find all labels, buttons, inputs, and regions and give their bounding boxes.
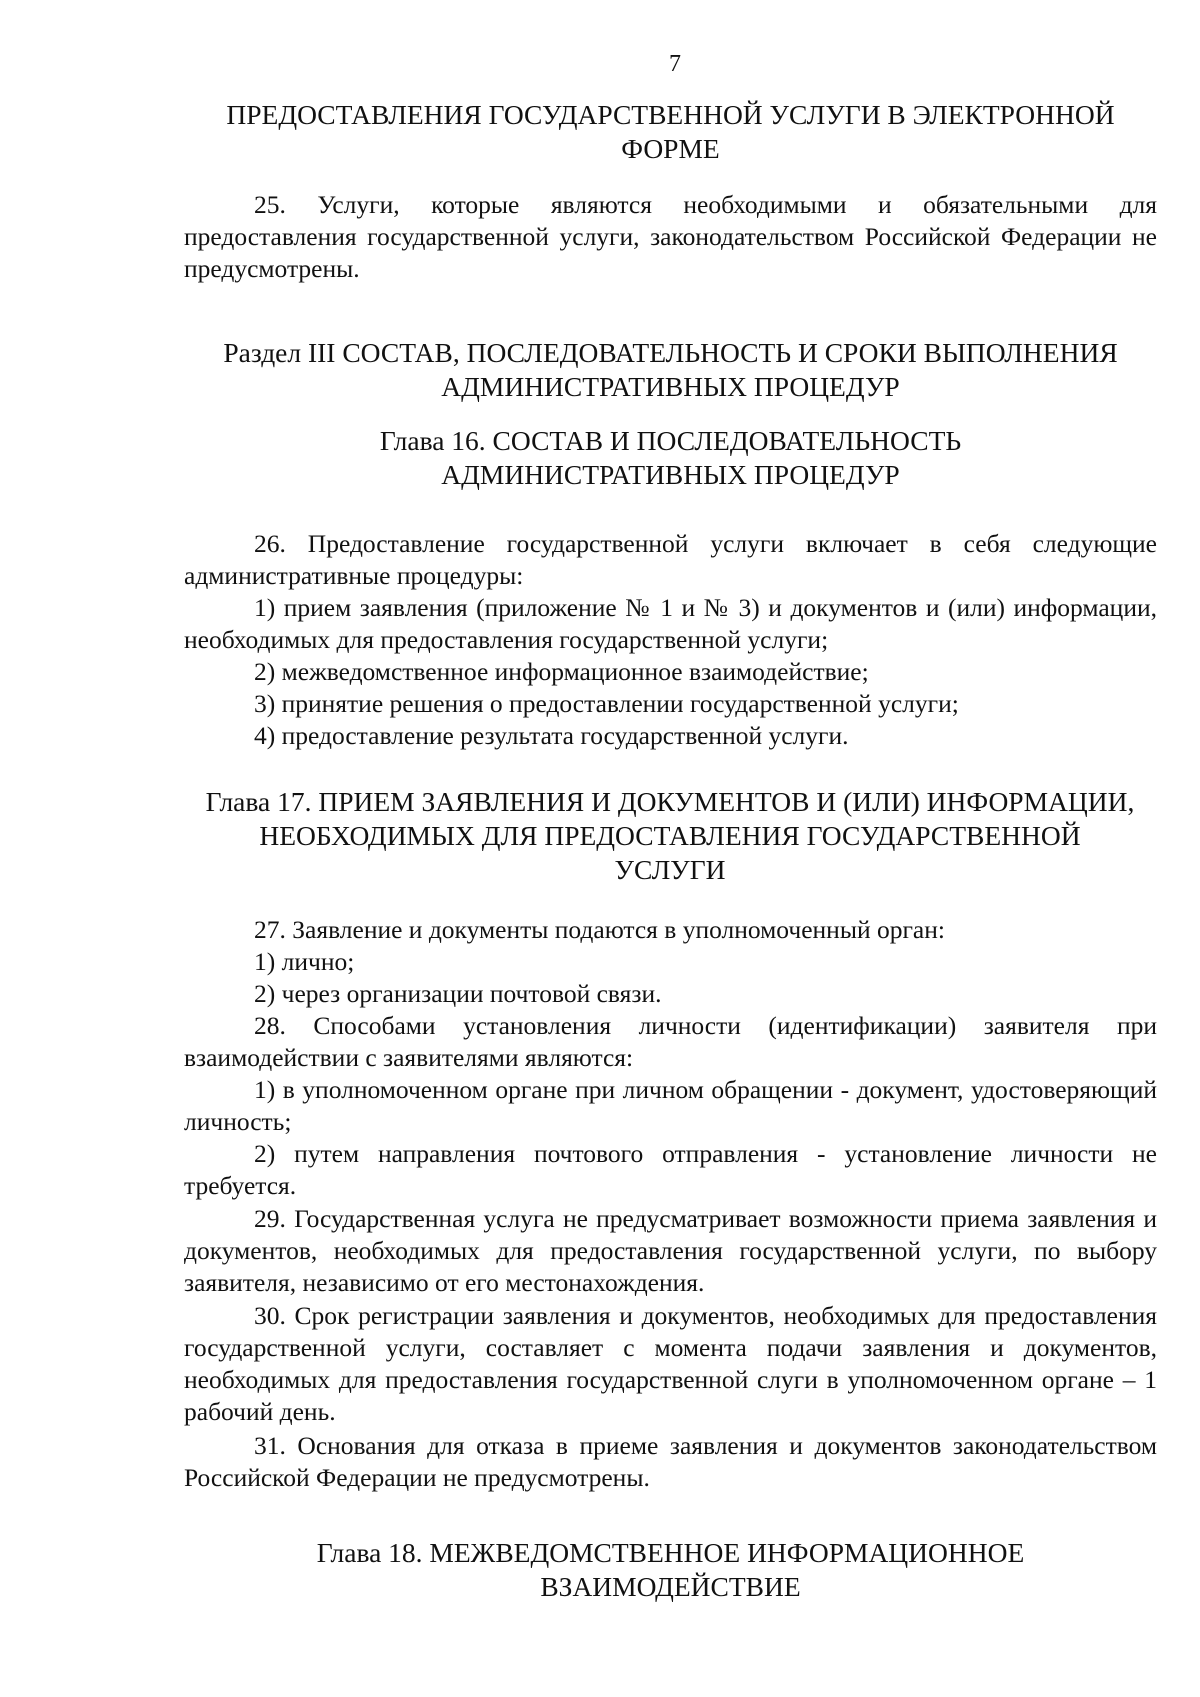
paragraph-26-item-1: 1) прием заявления (приложение № 1 и № 3) и документов и (или) информации, необходимых для предоставления государственной услуги; [184,593,1157,654]
paragraph-28: 28. Способами установления личности (идентификации) заявителя при взаимодействии с заявителями являются: [184,1011,1157,1072]
glava-18-heading-line1: Глава 18. МЕЖВЕДОМСТВЕННОЕ ИНФОРМАЦИОННОЕ [316,1537,1025,1568]
section-heading-top-line2: ФОРМЕ [621,133,720,164]
paragraph-25: 25. Услуги, которые являются необходимыми и обязательными для предоставления государственной услуги, законодательством Российской Федерации не предусмотрены. [184,190,1157,283]
section-heading-top-line1: ПРЕДОСТАВЛЕНИЯ ГОСУДАРСТВЕННОЙ УСЛУГИ В ЭЛЕКТРОННОЙ [226,99,1115,130]
paragraph-27: 27. Заявление и документы подаются в уполномоченный орган: [254,915,945,944]
glava-17-heading-line3: УСЛУГИ [614,854,726,885]
paragraph-27-item-1: 1) лично; [254,947,355,976]
razdel-3-heading-line2: АДМИНИСТРАТИВНЫХ ПРОЦЕДУР [441,371,900,402]
glava-18-heading [184,1536,1157,1604]
glava-16-heading-line1: Глава 16. СОСТАВ И ПОСЛЕДОВАТЕЛЬНОСТЬ [379,425,962,456]
paragraph-31: 31. Основания для отказа в приеме заявления и документов законодательством Российской Федерации не предусмотрены. [184,1431,1157,1492]
paragraph-28-item-2: 2) путем направления почтового отправления - установление личности не требуется. [184,1139,1157,1200]
razdel-3-heading-line1: Раздел III СОСТАВ, ПОСЛЕДОВАТЕЛЬНОСТЬ И СРОКИ ВЫПОЛНЕНИЯ [223,337,1118,368]
paragraph-26-item-2: 2) межведомственное информационное взаимодействие; [254,657,869,686]
glava-18-heading-line2: ВЗАИМОДЕЙСТВИЕ [540,1571,801,1602]
glava-17-heading-line2: НЕОБХОДИМЫХ ДЛЯ ПРЕДОСТАВЛЕНИЯ ГОСУДАРСТВЕННОЙ [259,820,1081,851]
paragraph-27-item-2: 2) через организации почтовой связи. [254,979,662,1008]
glava-16-heading-line2: АДМИНИСТРАТИВНЫХ ПРОЦЕДУР [441,459,900,490]
razdel-3-heading [184,336,1157,404]
page-number: 7 [669,51,681,77]
glava-17-heading-line1: Глава 17. ПРИЕМ ЗАЯВЛЕНИЯ И ДОКУМЕНТОВ И (ИЛИ) ИНФОРМАЦИИ, [205,786,1135,817]
section-heading-top [184,98,1157,166]
glava-17-heading [140,785,1200,887]
paragraph-26: 26. Предоставление государственной услуги включает в себя следующие административные процедуры: [184,529,1157,590]
paragraph-29: 29. Государственная услуга не предусматривает возможности приема заявления и документов, необходимых для предоставления государственной услуги, по выбору заявителя, независимо от его местонахождения. [184,1204,1157,1297]
glava-16-heading [184,424,1157,492]
paragraph-30: 30. Срок регистрации заявления и документов, необходимых для предоставления государственной услуги, составляет с момента подачи заявления и документов, необходимых для предоставления государственной слуги в уполномоченном органе – 1 рабочий день. [184,1301,1157,1426]
paragraph-28-item-1: 1) в уполномоченном органе при личном обращении - документ, удостоверяющий личность; [184,1075,1157,1136]
paragraph-26-item-3: 3) принятие решения о предоставлении государственной услуги; [254,689,959,718]
paragraph-26-item-4: 4) предоставление результата государственной услуги. [254,721,849,750]
